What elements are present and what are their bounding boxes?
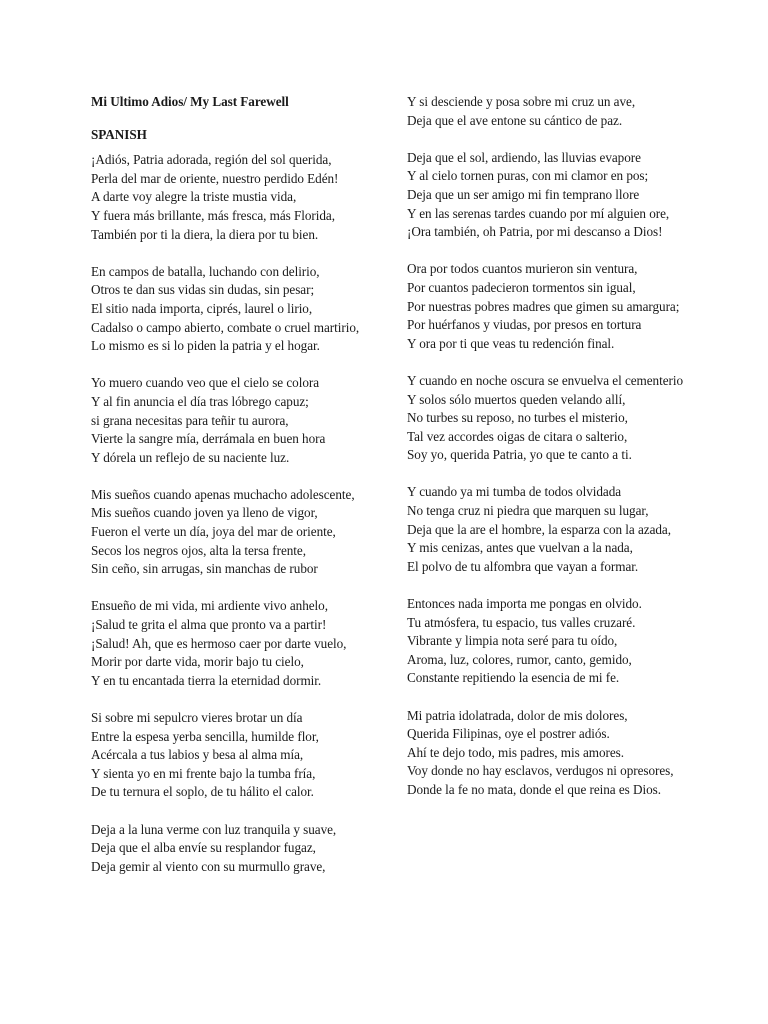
poem-line: Ora por todos cuantos murieron sin ventura, (407, 261, 638, 277)
poem-line: Y cuando ya mi tumba de todos olvidada (407, 484, 622, 500)
poem-line: Y dórela un reflejo de su naciente luz. (91, 449, 290, 465)
poem-line: ¡Ora también, oh Patria, por mi descanso a Dios! (407, 224, 663, 240)
poem-line: De tu ternura el soplo, de tu hálito el calor. (91, 784, 314, 800)
poem-line: Deja que un ser amigo mi fin temprano llore (407, 186, 640, 202)
poem-line: Mis sueños cuando joven ya lleno de vigor, (91, 505, 318, 521)
left-stanzas (91, 151, 391, 876)
poem-line: No turbes su reposo, no turbes el misterio, (407, 410, 628, 426)
poem-line: Mis sueños cuando apenas muchacho adolescente, (91, 486, 355, 502)
right-column (407, 93, 699, 818)
poem-line: Y en las serenas tardes cuando por mí alguien ore, (407, 205, 670, 221)
poem-line: Cadalso o campo abierto, combate o cruel martirio, (91, 319, 360, 335)
poem-line: Si sobre mi sepulcro vieres brotar un día (91, 710, 303, 725)
stanza (91, 597, 391, 690)
poem-line: Soy yo, querida Patria, yo que te canto a ti. (407, 447, 632, 463)
poem-line: Por huérfanos y viudas, por presos en tortura (407, 317, 642, 333)
stanza (91, 151, 391, 244)
poem-line: Tu atmósfera, tu espacio, tus valles cruzaré. (407, 614, 636, 630)
poem-line: Deja gemir al viento con su murmullo grave, (91, 858, 326, 874)
stanza (407, 372, 699, 465)
poem-line: Vierte la sangre mía, derrámala en buen hora (91, 431, 326, 447)
stanza (91, 709, 391, 802)
poem-line: Ahí te dejo todo, mis padres, mis amores. (407, 744, 624, 760)
poem-line: ¡Salud! Ah, que es hermoso caer por darte vuelo, (91, 635, 347, 651)
poem-line: ¡Salud te grita el alma que pronto va a partir! (91, 617, 327, 633)
poem-line: Y ora por ti que veas tu redención final. (407, 335, 615, 351)
poem-line: Donde la fe no mata, donde el que reina es Dios. (407, 781, 661, 797)
stanza (407, 149, 699, 242)
poem-line: Por nuestras pobres madres que gimen su amargura; (407, 298, 680, 314)
document-title: Mi Ultimo Adios/ My Last Farewell (91, 94, 289, 109)
poem-line: Otros te dan sus vidas sin dudas, sin pesar; (91, 282, 315, 298)
poem-line: si grana necesitas para teñir tu aurora, (91, 412, 289, 428)
stanza (407, 260, 699, 353)
poem-line: El sitio nada importa, ciprés, laurel o lirio, (91, 300, 313, 316)
poem-line: Ensueño de mi vida, mi ardiente vivo anhelo, (91, 598, 328, 614)
poem-line: Morir por darte vida, morir bajo tu cielo, (91, 654, 304, 670)
poem-line: Lo mismo es si lo piden la patria y el hogar. (91, 338, 320, 354)
poem-line: Aroma, luz, colores, rumor, canto, gemido, (407, 651, 632, 667)
poem-line: Y sienta yo en mi frente bajo la tumba fría, (91, 765, 316, 781)
poem-line: Y al fin anuncia el día tras lóbrego capuz; (91, 393, 309, 409)
left-column (91, 93, 391, 895)
poem-line: Deja que el alba envíe su resplandor fugaz, (91, 840, 316, 856)
section-label: SPANISH (91, 126, 147, 142)
poem-line: Yo muero cuando veo que el cielo se colora (91, 375, 320, 391)
poem-line: Deja a la luna verme con luz tranquila y suave, (91, 821, 337, 837)
poem-line: Vibrante y limpia nota seré para tu oído, (407, 633, 618, 649)
poem-line: Por cuantos padecieron tormentos sin igual, (407, 279, 636, 295)
poem-line: A darte voy alegre la triste mustia vida, (91, 189, 297, 205)
right-stanzas (407, 93, 699, 800)
poem-line: Constante repitiendo la esencia de mi fe. (407, 670, 620, 686)
poem-line: Mi patria idolatrada, dolor de mis dolores, (407, 707, 628, 723)
poem-line: ¡Adiós, Patria adorada, región del sol querida, (91, 152, 332, 168)
stanza (407, 93, 699, 130)
stanza (91, 263, 391, 356)
poem-line: Deja que el ave entone su cántico de paz. (407, 112, 623, 128)
poem-line: El polvo de tu alfombra que vayan a formar. (407, 558, 639, 574)
poem-line: Y solos sólo muertos queden velando allí, (407, 391, 626, 407)
poem-line: Voy donde no hay esclavos, verdugos ni opresores, (407, 763, 674, 779)
poem-line: Entre la espesa yerba sencilla, humilde flor, (91, 728, 319, 744)
poem-line: Querida Filipinas, oye el postrer adiós. (407, 726, 610, 742)
stanza (91, 821, 391, 877)
poem-line: Y fuera más brillante, más fresca, más Florida, (91, 207, 335, 223)
poem-line: Y cuando en noche oscura se envuelva el cementerio (407, 372, 684, 388)
poem-line: Entonces nada importa me pongas en olvido. (407, 596, 642, 612)
poem-line: También por ti la diera, la diera por tu bien. (91, 226, 319, 242)
poem-line: Y mis cenizas, antes que vuelvan a la nada, (407, 540, 633, 556)
poem-line: Y si desciende y posa sobre mi cruz un ave, (407, 94, 636, 109)
poem-line: Deja que el sol, ardiendo, las lluvias evapore (407, 149, 641, 165)
poem-line: Y al cielo tornen puras, con mi clamor en pos; (407, 168, 649, 184)
poem-line: En campos de batalla, luchando con delirio, (91, 263, 320, 279)
stanza (91, 486, 391, 579)
stanza (91, 374, 391, 467)
poem-line: No tenga cruz ni piedra que marquen su lugar, (407, 503, 649, 519)
poem-line: Fueron el verte un día, joya del mar de oriente, (91, 524, 336, 540)
stanza (407, 707, 699, 800)
poem-line: Perla del mar de oriente, nuestro perdido Edén! (91, 170, 339, 186)
poem-line: Tal vez accordes oigas de citara o salterio, (407, 428, 628, 444)
poem-line: Deja que la are el hombre, la esparza con la azada, (407, 521, 671, 537)
poem-line: Y en tu encantada tierra la eternidad dormir. (91, 672, 322, 688)
poem-line: Sin ceño, sin arrugas, sin manchas de rubor (91, 561, 318, 577)
stanza (407, 483, 699, 576)
poem-line: Secos los negros ojos, alta la tersa frente, (91, 542, 306, 558)
stanza (407, 595, 699, 688)
poem-line: Acércala a tus labios y besa al alma mía, (91, 747, 304, 763)
